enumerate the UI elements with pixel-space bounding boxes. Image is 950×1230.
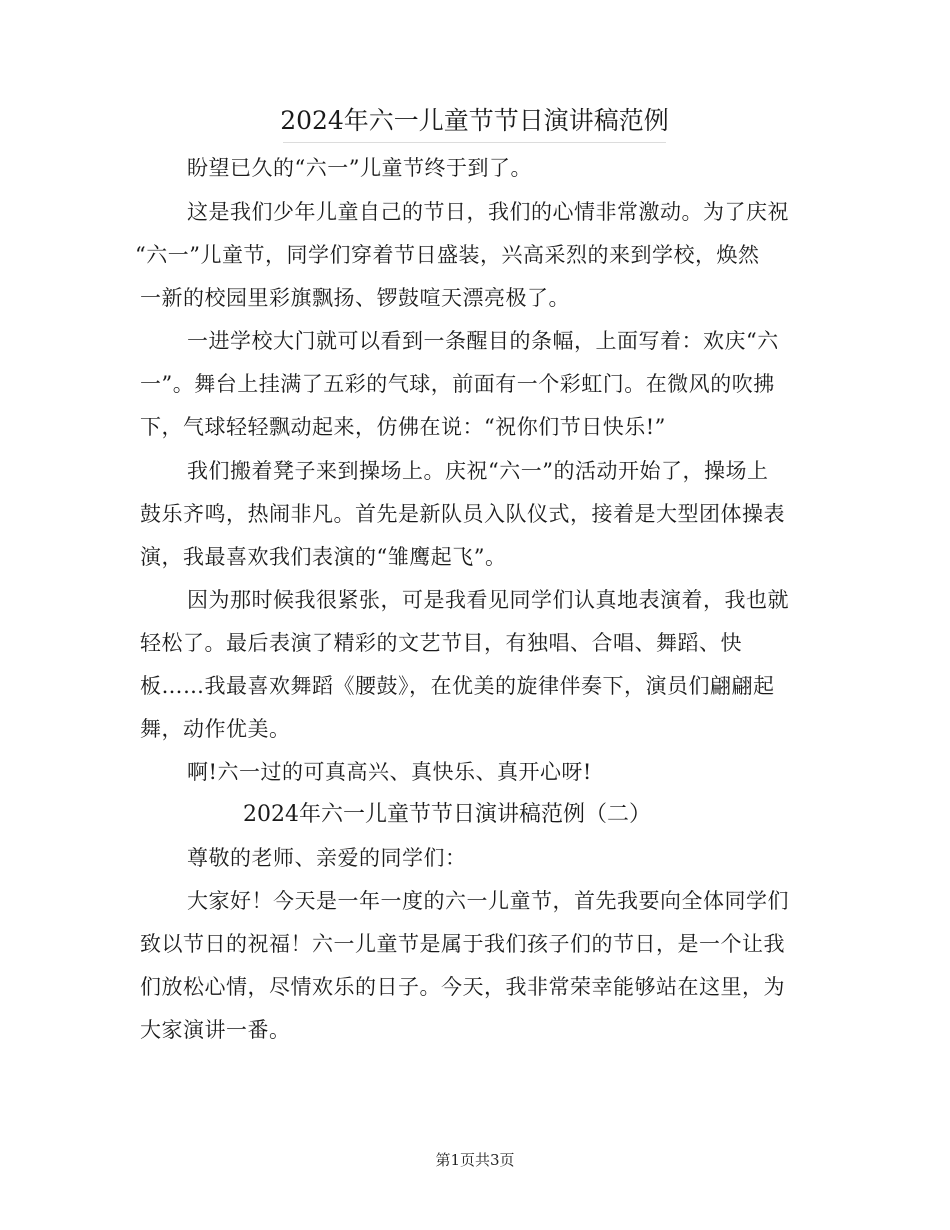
paragraph-line: 轻松了。最后表演了精彩的文艺节目，有独唱、合唱、舞蹈、快	[140, 631, 742, 655]
paragraph-line: 一新的校园里彩旗飘扬、锣鼓喧天漂亮极了。	[140, 286, 570, 310]
paragraph-line: 致以节日的祝福！六一儿童节是属于我们孩子们的节日，是一个让我	[140, 932, 785, 956]
paragraph-line: 啊!六一过的可真高兴、真快乐、真开心呀!	[187, 760, 592, 784]
paragraph-line: 舞，动作优美。	[140, 717, 291, 741]
paragraph-line: 下，气球轻轻飘动起来，仿佛在说：“祝你们节日快乐!”	[140, 415, 666, 439]
paragraph-line: 鼓乐齐鸣，热闹非凡。首先是新队员入队仪式，接着是大型团体操表	[140, 502, 785, 526]
paragraph-line: 尊敬的老师、亲爱的同学们：	[187, 846, 467, 870]
paragraph-line: 一”。舞台上挂满了五彩的气球，前面有一个彩虹门。在微风的吹拂	[140, 372, 775, 396]
page-title: 2024年六一儿童节节日演讲稿范例	[280, 106, 669, 135]
paragraph-line: 我们搬着凳子来到操场上。庆祝“六一”的活动开始了，操场上	[187, 459, 769, 483]
paragraph-line: 大家演讲一番。	[140, 1018, 291, 1042]
title-container	[280, 100, 669, 143]
paragraph-line: 大家好！今天是一年一度的六一儿童节，首先我要向全体同学们	[187, 889, 789, 913]
paragraph-line: 演，我最喜欢我们表演的“雏鹰起飞”。	[140, 545, 507, 569]
paragraph-line: “六一”儿童节，同学们穿着节日盛装，兴高采烈的来到学校，焕然	[135, 243, 760, 267]
paragraph-line: 因为那时候我很紧张，可是我看见同学们认真地表演着，我也就	[187, 588, 789, 612]
paragraph-line: 一进学校大门就可以看到一条醒目的条幅，上面写着：欢庆“六	[187, 329, 779, 353]
page-number-footer: 第1页共3页	[435, 1151, 515, 1169]
paragraph-line: 们放松心情，尽情欢乐的日子。今天，我非常荣幸能够站在这里，为	[140, 975, 785, 999]
section-subtitle: 2024年六一儿童节节日演讲稿范例（二）	[243, 802, 651, 827]
paragraph-line: 这是我们少年儿童自己的节日，我们的心情非常激动。为了庆祝	[187, 200, 789, 224]
paragraph-line: 板……我最喜欢舞蹈《腰鼓》，在优美的旋律伴奏下，演员们翩翩起	[140, 674, 775, 698]
paragraph-line: 盼望已久的“六一”儿童节终于到了。	[187, 156, 532, 180]
